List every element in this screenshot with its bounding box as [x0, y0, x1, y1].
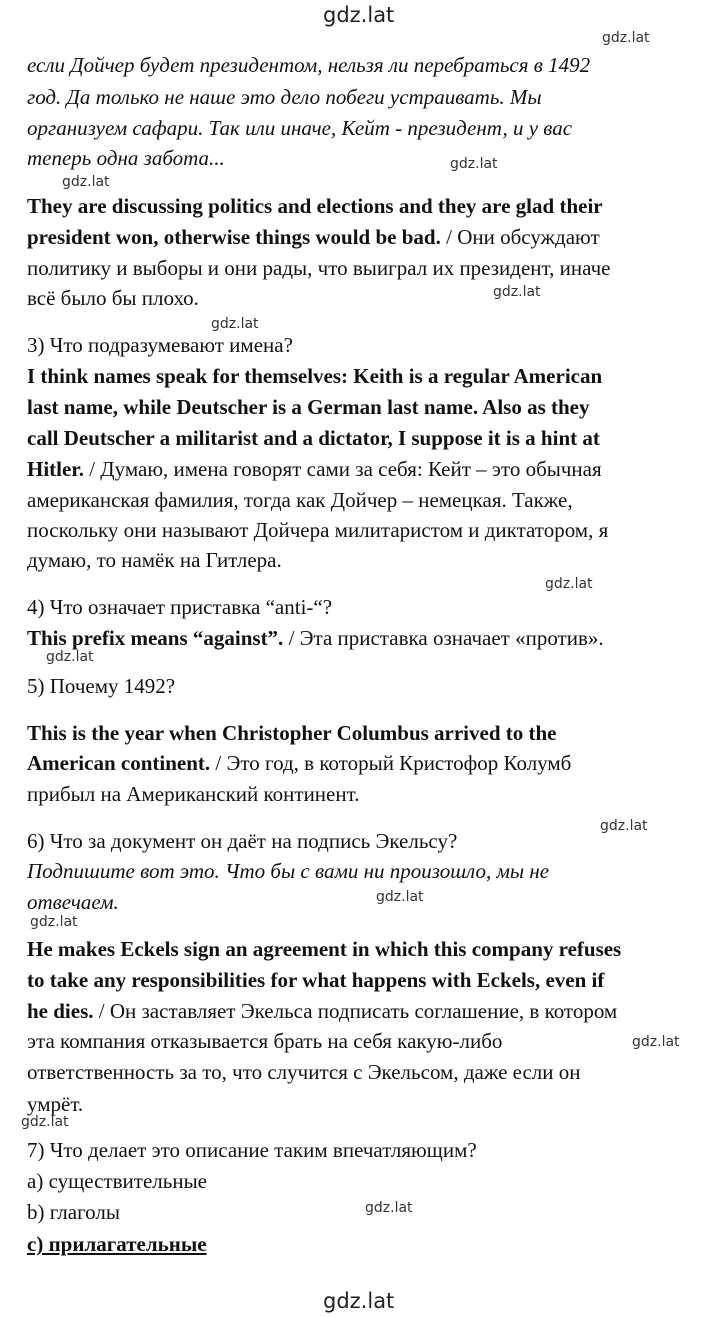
watermark: gdz.lat	[46, 649, 94, 665]
watermark: gdz.lat	[376, 889, 424, 905]
question-6: 6) Что за документ он даёт на подпись Экельсу?	[27, 829, 458, 853]
answer-russian-line: всё было бы плохо.	[27, 286, 199, 310]
answer-russian-line: прибыл на Американский континент.	[27, 782, 360, 806]
watermark: gdz.lat	[62, 174, 110, 190]
answer-russian: / Это год, в который Кристофор Колумб	[210, 751, 572, 775]
intro-line: если Дойчер будет президентом, нельзя ли перебраться в 1492	[27, 53, 591, 77]
intro-line: год. Да только не наше это дело побеги устраивать. Мы	[27, 85, 542, 109]
answer-english-line: last name, while Deutscher is a German last name. Also as they	[27, 395, 590, 419]
answer-russian: / Эта приставка означает «против».	[283, 626, 604, 650]
intro-line: теперь одна забота...	[27, 146, 225, 170]
answer-line	[27, 456, 602, 482]
watermark: gdz.lat	[211, 316, 259, 332]
answer-line	[27, 750, 571, 776]
option-a: a) существительные	[27, 1169, 207, 1193]
answer-english-line: I think names speak for themselves: Keith is a regular American	[27, 364, 603, 388]
watermark: gdz.lat	[450, 156, 498, 172]
answer-english-line: call Deutscher a militarist and a dictator, I suppose it is a hint at	[27, 426, 600, 450]
answer-english: This prefix means “against”.	[27, 626, 284, 650]
watermark: gdz.lat	[632, 1034, 680, 1050]
answer-english-line: This is the year when Christopher Columbus arrived to the	[27, 721, 557, 745]
watermark: gdz.lat	[600, 818, 648, 834]
watermark: gdz.lat	[602, 30, 650, 46]
answer-english: Hitler.	[27, 457, 84, 481]
watermark: gdz.lat	[493, 284, 541, 300]
answer-russian-line: думаю, то намёк на Гитлера.	[27, 548, 282, 572]
answer-english: president won, otherwise things would be bad.	[27, 225, 441, 249]
watermark: gdz.lat	[21, 1114, 69, 1130]
answer-line	[27, 625, 604, 651]
answer-english-line: He makes Eckels sign an agreement in which this company refuses	[27, 937, 622, 961]
watermark: gdz.lat	[365, 1200, 413, 1216]
option-c-correct: c) прилагательные	[27, 1232, 207, 1256]
watermark: gdz.lat	[323, 3, 395, 27]
answer-russian: / Он заставляет Экельса подписать соглашение, в котором	[93, 999, 618, 1023]
quote-line: Подпишите вот это. Что бы с вами ни произошло, мы не	[27, 859, 550, 883]
answer-russian-line: поскольку они называют Дойчера милитаристом и диктатором, я	[27, 518, 609, 542]
answer-russian-line: умрёт.	[27, 1092, 84, 1116]
answer-russian-line: ответственность за то, что случится с Экельсом, даже если он	[27, 1060, 581, 1084]
intro-line: организуем сафари. Так или иначе, Кейт - президент, и у вас	[27, 116, 573, 140]
answer-line	[27, 998, 617, 1024]
question-4: 4) Что означает приставка “anti-“?	[27, 595, 333, 619]
answer-english-line: They are discussing politics and elections and they are glad their	[27, 194, 603, 218]
question-5: 5) Почему 1492?	[27, 674, 176, 698]
answer-russian-line: американская фамилия, тогда как Дойчер – немецкая. Также,	[27, 488, 573, 512]
watermark: gdz.lat	[545, 576, 593, 592]
answer-english: American continent.	[27, 751, 211, 775]
answer-english: he dies.	[27, 999, 94, 1023]
option-b: b) глаголы	[27, 1200, 120, 1224]
answer-english-line: to take any responsibilities for what happens with Eckels, even if	[27, 968, 605, 992]
question-7: 7) Что делает это описание таким впечатляющим?	[27, 1138, 477, 1162]
quote-line: отвечаем.	[27, 890, 119, 914]
answer-russian: / Они обсуждают	[440, 225, 600, 249]
watermark: gdz.lat	[30, 914, 78, 930]
answer-russian-line: политику и выборы и они рады, что выиграл их президент, иначе	[27, 256, 611, 280]
answer-russian: / Думаю, имена говорят сами за себя: Кейт – это обычная	[83, 457, 602, 481]
question-3: 3) Что подразумевают имена?	[27, 333, 293, 357]
watermark: gdz.lat	[323, 1289, 395, 1313]
answer-russian-line: эта компания отказывается брать на себя какую-либо	[27, 1029, 503, 1053]
answer-line	[27, 224, 600, 250]
